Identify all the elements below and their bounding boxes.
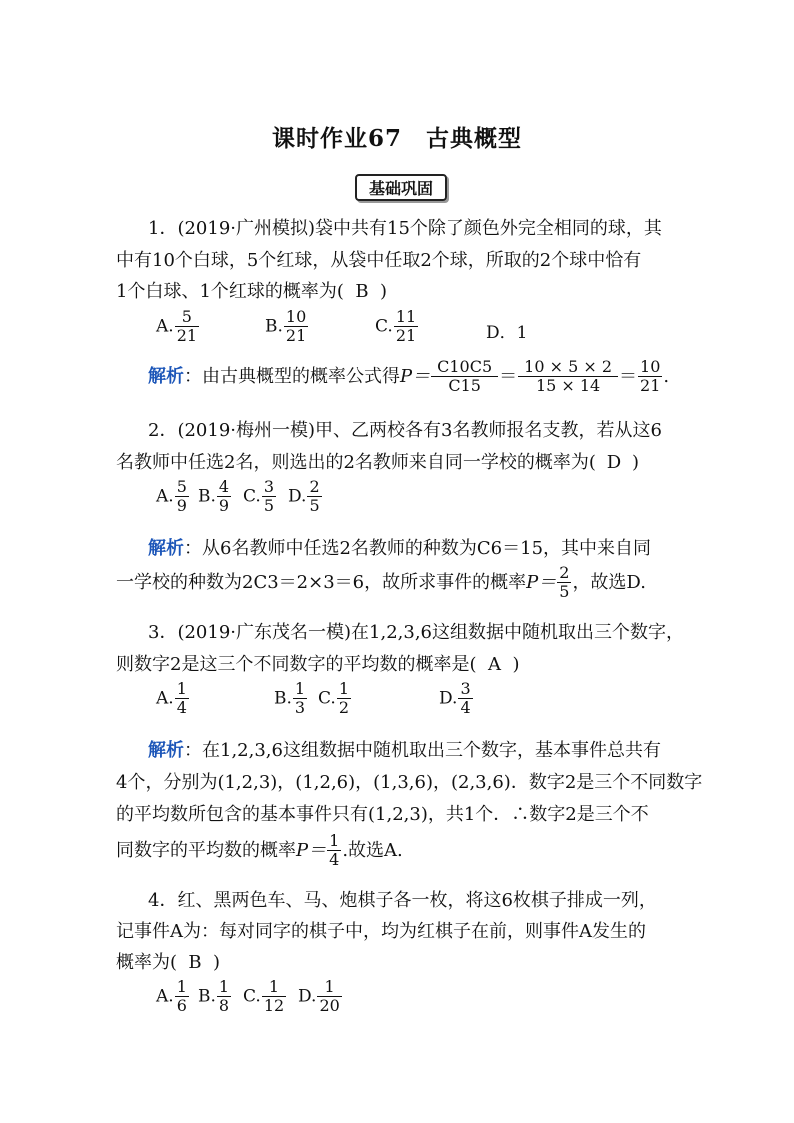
fraction: $\frac{1}{4}$ xyxy=(176,679,187,718)
q3-option-a: A. $\frac{1}{4}$ xyxy=(156,679,187,718)
fraction: $\frac{3}{5}$ xyxy=(263,477,274,516)
analysis-text: ：由古典概型的概率公式得 xyxy=(184,365,400,387)
q2-line-2 xyxy=(116,448,639,474)
product-fraction: $\frac{10 \times 5 \times 2}{15 \times 14}$ xyxy=(518,358,618,396)
q1-option-b xyxy=(265,308,309,346)
q2-option-d: D. $\frac{2}{5}$ xyxy=(288,477,320,516)
q2-answer: D xyxy=(606,452,622,473)
q4-option-b: B. $\frac{1}{8}$ xyxy=(198,977,230,1016)
q4-line-3: 概率为( B ) xyxy=(116,952,221,973)
fraction: $\frac{5}{21}$ xyxy=(176,307,198,346)
q2-option-c: C. $\frac{3}{5}$ xyxy=(243,477,274,516)
q1-option-d xyxy=(486,318,527,343)
fraction: $\frac{1}{8}$ xyxy=(218,977,230,1016)
fraction: $\frac{3}{4}$ xyxy=(460,679,471,718)
q4-option-d: D. $\frac{1}{20}$ xyxy=(298,977,340,1016)
page-title: 课时作业67 古典概型 xyxy=(271,125,522,152)
q3-analysis-3: 的平均数所包含的基本事件只有(1,2,3)，共1个．∴数字2是三个不 xyxy=(116,804,649,825)
fraction: $\frac{1}{4}$ xyxy=(329,831,340,870)
q1-line-1: 1．(2019·广州模拟)袋中共有15个除了颜色外完全相同的球，其 xyxy=(148,218,662,239)
q4-line-2: 记事件A为：每对同字的棋子中，均为红棋子在前，则事件A发生的 xyxy=(116,921,646,942)
q1-paren-close: ) xyxy=(379,281,387,302)
q2-option-a: A. $\frac{5}{9}$ xyxy=(156,477,187,516)
option-label: A. xyxy=(156,316,174,337)
q1-line-3 xyxy=(116,277,387,303)
q2-line-1: 2．(2019·梅州一模)甲、乙两校各有3名教师报名支教，若从这6 xyxy=(148,420,662,441)
q2-analysis-2: 一学校的种数为2C3＝2×3＝6，故所求事件的概率P＝ $\frac{2}{5}$ ，故选D. xyxy=(116,563,646,602)
q4-line-1: 4．红、黑两色车、马、炮棋子各一枚，将这6枚棋子排成一列， xyxy=(148,890,657,911)
fraction: $\frac{1}{6}$ xyxy=(176,977,187,1016)
fraction: $\frac{11}{21}$ xyxy=(395,307,417,346)
option-label: B. xyxy=(265,316,283,337)
fraction: $\frac{5}{9}$ xyxy=(176,477,187,516)
q3-analysis-4: 同数字的平均数的概率P＝ $\frac{1}{4}$ .故选A. xyxy=(116,831,403,870)
q3-answer: A xyxy=(487,654,501,675)
option-label: C. xyxy=(375,316,393,337)
result-fraction: $\frac{10}{21}$ xyxy=(640,357,661,396)
q3-option-d: D. $\frac{3}{4}$ xyxy=(439,679,471,718)
analysis-label: 解析 xyxy=(148,538,184,559)
q2-option-b: B. $\frac{4}{9}$ xyxy=(198,477,230,516)
q3-analysis-1: 解析：在1,2,3,6这组数据中随机取出三个数字，基本事件总共有 xyxy=(148,740,661,761)
q3-analysis-2: 4个，分别为(1,2,3)，(1,2,6)，(1,3,6)，(2,3,6)．数字2是三个不同数字 xyxy=(116,772,703,793)
analysis-label: 解析 xyxy=(148,365,184,387)
fraction: $\frac{4}{9}$ xyxy=(218,477,230,516)
q3-option-b: B. $\frac{1}{3}$ xyxy=(274,679,306,718)
option-label: D． xyxy=(486,323,517,343)
analysis-label: 解析 xyxy=(148,740,184,761)
q1-line-2: 中有10个白球，5个红球，从袋中任取2个球，所取的2个球中恰有 xyxy=(116,250,642,271)
q1-option-c xyxy=(375,308,419,346)
section-badge: 基础巩固 xyxy=(355,174,447,201)
q1-stem-end: 1个白球、1个红球的概率为( xyxy=(116,281,344,302)
q3-option-c: C. $\frac{1}{2}$ xyxy=(318,679,349,718)
option-value: 1 xyxy=(516,323,528,343)
q4-option-a: A. $\frac{1}{6}$ xyxy=(156,977,187,1016)
fraction: $\frac{2}{5}$ xyxy=(559,563,570,602)
q3-line-2: 则数字2是这三个不同数字的平均数的概率是( A ) xyxy=(116,654,520,675)
fraction: $\frac{1}{3}$ xyxy=(294,679,306,718)
q4-answer: B xyxy=(188,952,202,973)
q3-line-1: 3．(2019·广东茂名一模)在1,2,3,6这组数据中随机取出三个数字， xyxy=(148,622,684,643)
q1-option-a xyxy=(156,308,200,346)
fraction: $\frac{1}{2}$ xyxy=(338,679,349,718)
combination-fraction: $\frac{C10C5}{C15}$ xyxy=(431,358,498,396)
q2-analysis-1: 解析：从6名教师中任选2名教师的种数为C6＝15，其中来自同 xyxy=(148,538,652,559)
q1-answer: B xyxy=(355,281,369,302)
q2-stem-end: 名教师中任选2名，则选出的2名教师来自同一学校的概率为( xyxy=(116,452,596,473)
q4-option-c: C. $\frac{1}{12}$ xyxy=(243,977,285,1016)
fraction: $\frac{1}{12}$ xyxy=(263,977,285,1016)
formula-p: P＝ xyxy=(400,365,431,387)
fraction: $\frac{10}{21}$ xyxy=(285,307,307,346)
q2-paren-close: ) xyxy=(631,452,639,473)
fraction: $\frac{2}{5}$ xyxy=(309,477,320,516)
q1-analysis: 解析：由古典概型的概率公式得P＝ $\frac{C10C5}{C15}$ ＝ $\frac{10 \times 5 \times 2}{15 \times 14}$ ＝ $\frac{10}{21}$ . xyxy=(148,357,670,396)
fraction: $\frac{1}{20}$ xyxy=(319,977,340,1016)
